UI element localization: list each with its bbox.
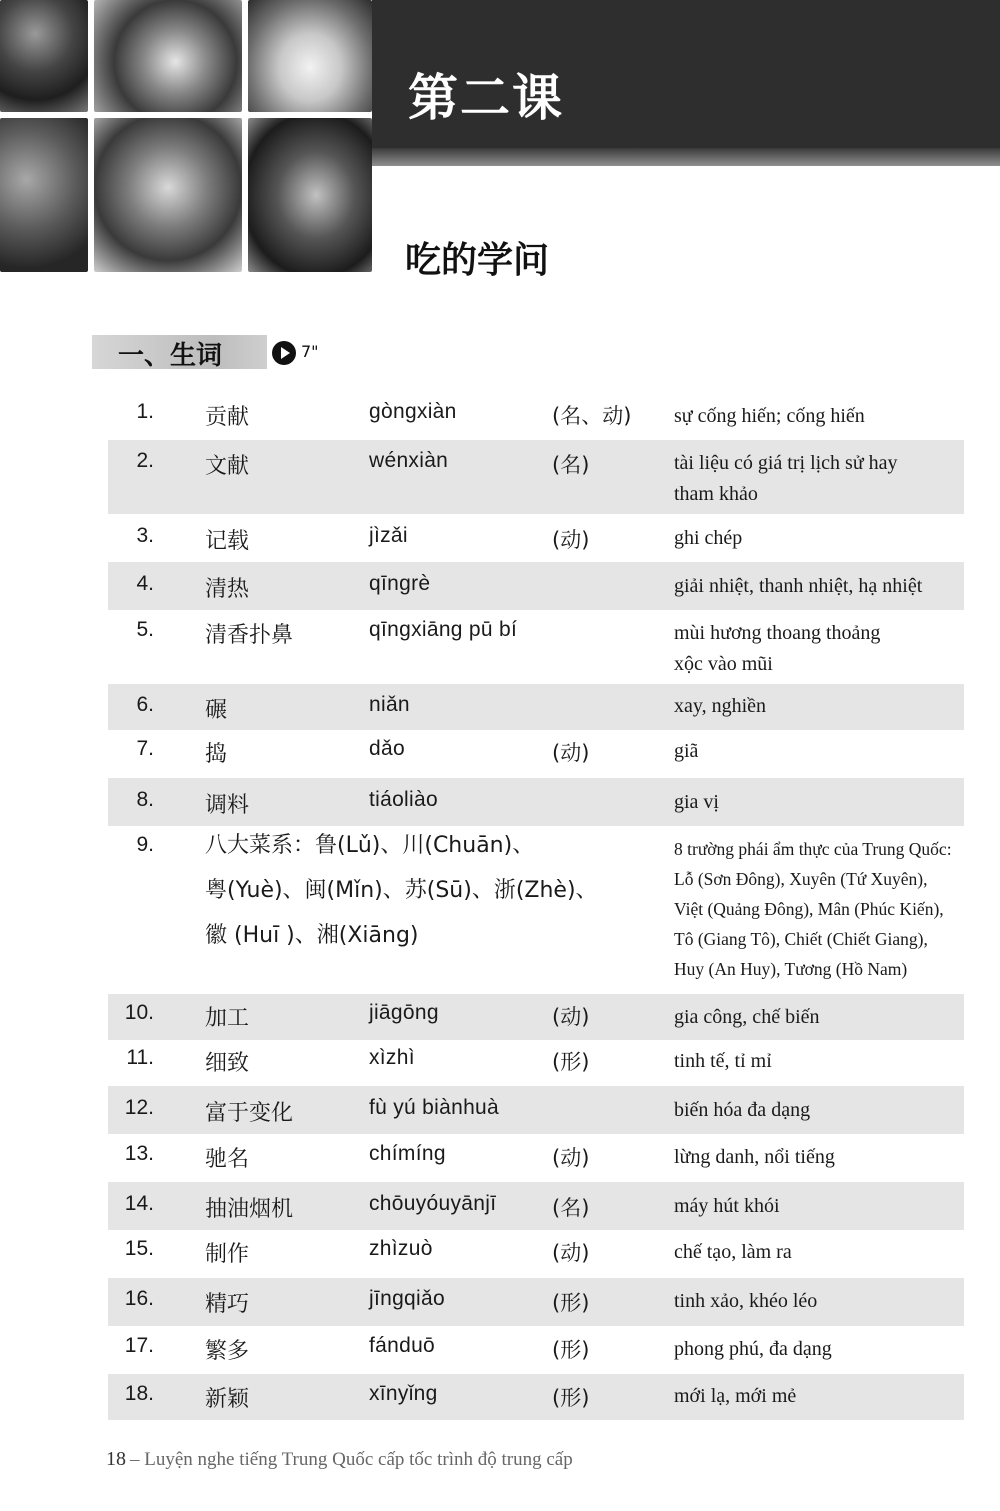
vocab-pinyin: gòngxiàn	[369, 400, 457, 423]
vocab-row	[108, 1326, 964, 1374]
topic-title: 吃的学问	[405, 240, 550, 281]
vocab-word: 驰名	[205, 1147, 250, 1172]
audio-duration: 7"	[301, 342, 319, 361]
food-photo	[0, 0, 88, 112]
food-photo-collage	[0, 0, 372, 272]
vocab-definition: chế tạo, làm ra	[674, 1241, 792, 1263]
vocab-pinyin: xīnyǐng	[369, 1382, 438, 1405]
vocab-part-of-speech: (名、动)	[552, 404, 632, 428]
vocab-row	[108, 400, 964, 440]
vocab-pinyin: fù yú biànhuà	[369, 1096, 500, 1119]
vocab-row	[108, 730, 964, 778]
vocab-number: 11.	[126, 1046, 154, 1069]
vocab-word: 文献	[205, 454, 250, 479]
banner-gradient-strip	[372, 148, 1000, 166]
vocab-word: 细致	[205, 1051, 250, 1076]
vocab-pinyin: jīngqiǎo	[369, 1287, 445, 1310]
vocab-definition: sự cống hiến; cống hiến	[674, 405, 865, 427]
vocab-pinyin: chōuyóuyānjī	[369, 1192, 497, 1215]
vocab-word: 新颖	[205, 1387, 250, 1412]
vocab-pinyin: qīngxiāng pū bí	[369, 618, 518, 641]
vocab-number: 16.	[124, 1287, 154, 1310]
vocab-part-of-speech: (动)	[552, 528, 590, 552]
vocab-row	[108, 684, 964, 730]
vocab-word: 制作	[205, 1242, 250, 1267]
page-footer	[106, 1448, 573, 1471]
vocab-row	[108, 826, 964, 994]
vocab-row	[108, 1278, 964, 1326]
vocab-pinyin: fánduō	[369, 1334, 436, 1357]
vocab-number: 4.	[136, 572, 154, 595]
vocab-part-of-speech: (动)	[552, 1005, 590, 1029]
audio-play-icon[interactable]	[272, 341, 296, 365]
vocab-definition: mới lạ, mới mẻ	[674, 1385, 797, 1407]
vocab-number: 10.	[124, 1001, 154, 1024]
food-photo	[94, 0, 242, 112]
food-photo	[248, 0, 372, 112]
vocab-word: 抽油烟机	[205, 1197, 294, 1222]
vocab-word: 富于变化	[205, 1101, 294, 1126]
vocab-number: 5.	[136, 618, 154, 641]
vocab-number: 17.	[124, 1334, 154, 1357]
vocab-definition: máy hút khói	[674, 1195, 780, 1217]
vocab-row	[108, 994, 964, 1040]
food-photo	[248, 118, 372, 272]
vocab-definition: xay, nghiền	[674, 695, 767, 717]
vocab-number: 1.	[136, 400, 154, 423]
vocab-definition: tinh tế, tỉ mỉ	[674, 1050, 772, 1072]
vocab-part-of-speech: (形)	[552, 1291, 590, 1315]
vocab-definition: giải nhiệt, thanh nhiệt, hạ nhiệt	[674, 575, 923, 597]
vocab-row	[108, 1086, 964, 1134]
vocab-number: 9.	[136, 833, 154, 856]
vocab-row	[108, 514, 964, 562]
vocab-number: 7.	[136, 737, 154, 760]
vocab-definition: tài liệu có giá trị lịch sử hay tham khảo	[674, 452, 898, 505]
vocab-word: 捣	[205, 742, 228, 767]
vocab-number: 8.	[136, 788, 154, 811]
vocab-row	[108, 610, 964, 684]
vocab-pinyin: wénxiàn	[369, 449, 449, 472]
book-title: – Luyện nghe tiếng Trung Quốc cấp tốc trình độ trung cấp	[130, 1449, 573, 1470]
vocab-word: 清热	[205, 577, 250, 602]
vocab-number: 14.	[124, 1192, 154, 1215]
vocab-word: 精巧	[205, 1292, 250, 1317]
vocab-definition: lừng danh, nổi tiếng	[674, 1146, 835, 1168]
vocab-part-of-speech: (动)	[552, 1241, 590, 1265]
vocab-pinyin: zhìzuò	[369, 1237, 433, 1260]
vocab-word: 调料	[205, 793, 250, 818]
vocab-pinyin: xìzhì	[369, 1046, 415, 1069]
vocab-definition: mùi hương thoang thoảng xộc vào mũi	[674, 622, 881, 675]
food-photo	[0, 118, 88, 272]
vocab-part-of-speech: (形)	[552, 1338, 590, 1362]
vocab-pinyin: dǎo	[369, 737, 405, 760]
lesson-title: 第二课	[408, 68, 564, 127]
page-number: 18	[106, 1448, 126, 1470]
vocab-row	[108, 778, 964, 826]
vocab-part-of-speech: (名)	[552, 453, 590, 477]
vocab-part-of-speech: (动)	[552, 741, 590, 765]
vocab-row	[108, 1374, 964, 1420]
vocab-word: 繁多	[205, 1339, 250, 1364]
vocab-pinyin: jìzǎi	[369, 524, 408, 547]
vocab-word: 清香扑鼻	[205, 623, 294, 648]
vocab-word: 加工	[205, 1006, 250, 1031]
vocab-number: 13.	[124, 1142, 154, 1165]
vocab-definition: 8 trường phái ẩm thực của Trung Quốc: Lỗ (Sơn Đông), Xuyên (Tứ Xuyên), Việt (Quảng Đông), Mân (Phúc Kiến), Tô (Giang Tô), Chiết (Chiết Giang), Huy (An Huy), Tương (Hồ Nam)	[674, 839, 952, 979]
vocab-word: 记载	[205, 529, 250, 554]
vocab-definition: phong phú, đa dạng	[674, 1338, 832, 1360]
vocab-row	[108, 1040, 964, 1086]
vocab-pinyin: jiāgōng	[369, 1001, 439, 1024]
vocab-number: 12.	[124, 1096, 154, 1119]
vocab-definition: tinh xảo, khéo léo	[674, 1290, 818, 1312]
vocab-part-of-speech: (动)	[552, 1146, 590, 1170]
vocab-row	[108, 562, 964, 610]
vocab-definition: gia công, chế biến	[674, 1006, 820, 1028]
vocab-number: 3.	[136, 524, 154, 547]
vocab-number: 6.	[136, 693, 154, 716]
vocab-row	[108, 1230, 964, 1278]
vocab-pinyin: niǎn	[369, 693, 410, 716]
vocab-row	[108, 440, 964, 514]
vocab-definition: gia vị	[674, 791, 719, 813]
vocab-number: 15.	[124, 1237, 154, 1260]
section-title: 一、生词	[118, 341, 223, 371]
vocab-word: 碾	[205, 698, 228, 723]
vocab-definition: giã	[674, 740, 699, 762]
vocab-part-of-speech: (形)	[552, 1050, 590, 1074]
vocab-row	[108, 1182, 964, 1230]
food-photo	[94, 118, 242, 272]
vocab-number: 2.	[136, 449, 154, 472]
vocab-word-group: 八大菜系：鲁(Lǔ)、川(Chuān)、 粤(Yuè)、闽(Mǐn)、苏(Sū)、浙(Zhè)、 徽 (Huī )、湘(Xiāng)	[205, 833, 598, 948]
vocab-pinyin: chímíng	[369, 1142, 446, 1165]
vocab-word: 贡献	[205, 405, 250, 430]
vocab-row	[108, 1134, 964, 1182]
vocab-pinyin: qīngrè	[369, 572, 431, 595]
vocab-number: 18.	[124, 1382, 154, 1405]
vocab-part-of-speech: (形)	[552, 1386, 590, 1410]
vocab-definition: biến hóa đa dạng	[674, 1099, 811, 1121]
vocab-pinyin: tiáoliào	[369, 788, 438, 811]
vocab-part-of-speech: (名)	[552, 1196, 590, 1220]
vocab-definition: ghi chép	[674, 527, 743, 549]
